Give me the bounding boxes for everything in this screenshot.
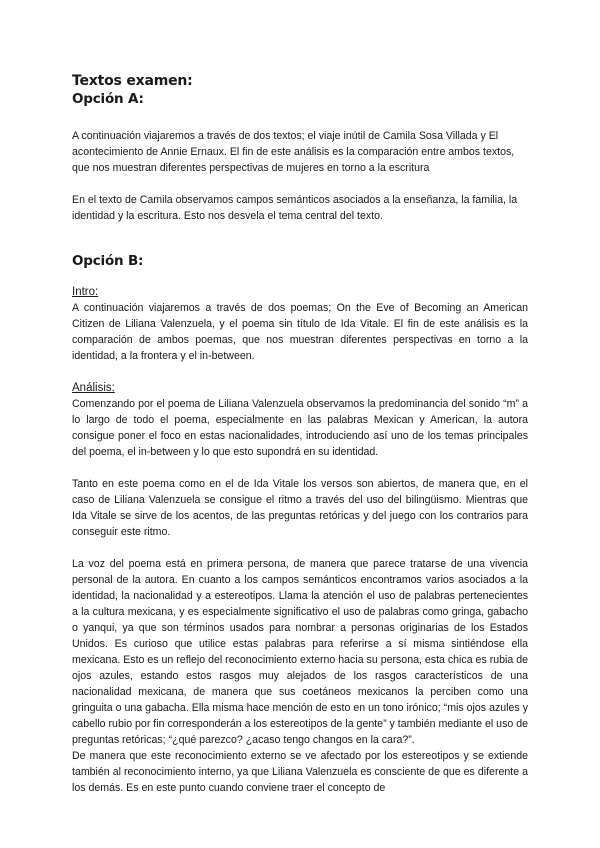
document-title: Textos examen: — [72, 73, 193, 89]
intro-paragraph: A continuación viajaremos a través de dos poemas; On the Eve of Becoming an American Citizen de Liliana Valenzuela, y el poema sin título de Ida Vitale. El fin de este análisis es la comparación de ambos poemas, que nos muestran diferentes perspectivas en torno a la identidad, a la frontera y el in-between. — [72, 302, 528, 362]
option-a-heading: Opción A: — [72, 91, 144, 107]
analysis-paragraph: La voz del poema está en primera persona, de manera que parece tratarse de una vivencia personal de la autora. En cuanto a los campos semánticos encontramos varios asociados a la identidad, la nacionalidad y a estereotipos. Llama la atención el uso de palabras pertenecientes a la cultura mexicana, y es especialmente significativo el uso de palabras como gringa, gabacho o yanqui, ya que son términos usados para nombrar a personas originarias de los Estados Unidos. Es curioso que utilice estas palabras para referirse a sí misma sintiéndose ella mexicana. Esto es un reflejo del reconocimiento externo hacia su persona, esta chica es rubia de ojos azules, estando estos rasgos muy alejados de los rasgos característicos de una nacionalidad mexicana, de manera que sus coetáneos mexicanos la perciben como una gringuita o una gabacha. Ella misma hace mención de esto en un tono irónico; “mis ojos azules y cabello rubio por fin corresponderán a los estereotipos de la gente” y también mediante el uso de preguntas retóricas; “¿qué parezco? ¿acaso tengo changos en la cara?”. — [72, 558, 528, 746]
analysis-paragraph: Tanto en este poema como en el de Ida Vitale los versos son abiertos, de manera que, en el caso de Liliana Valenzuela se consigue el ritmo a través del uso del bilingüismo. Mientras que Ida Vitale se sirve de los acentos, de las preguntas retóricas y del juego con los contrarios para conseguir este ritmo. — [72, 478, 528, 538]
option-a-paragraph: En el texto de Camila observamos campos semánticos asociados a la enseñanza, la familia, la identidad y la escritura. Esto nos desvela el tema central del texto. — [72, 194, 518, 222]
option-a-paragraph: A continuación viajaremos a través de dos textos; el viaje inútil de Camila Sosa Villada y El acontecimiento de Annie Ernaux. El fin de este análisis es la comparación entre ambos textos, que nos muestran diferentes perspectivas de mujeres en torno a la escritura — [72, 130, 515, 174]
document-page — [72, 72, 528, 796]
analysis-label: Análisis: — [72, 382, 115, 394]
intro-label: Intro: — [72, 286, 99, 298]
analysis-paragraph: De manera que este reconocimiento externo se ve afectado por los estereotipos y se extiende también al reconocimiento interno, ya que Liliana Valenzuela es consciente de que es diferente a los demás. Es en este punto cuando conviene traer el concepto de — [72, 750, 528, 794]
option-b-heading: Opción B: — [72, 253, 144, 269]
analysis-paragraph: Comenzando por el poema de Liliana Valenzuela observamos la predominancia del sonido “m” a lo largo de todo el poema, especialmente en las palabras Mexican y American, la autora consigue poner el foco en estas nacionalidades, introduciendo así uno de los temas principales del poema, el in-between y lo que esto supondrá en su identidad. — [72, 398, 528, 458]
